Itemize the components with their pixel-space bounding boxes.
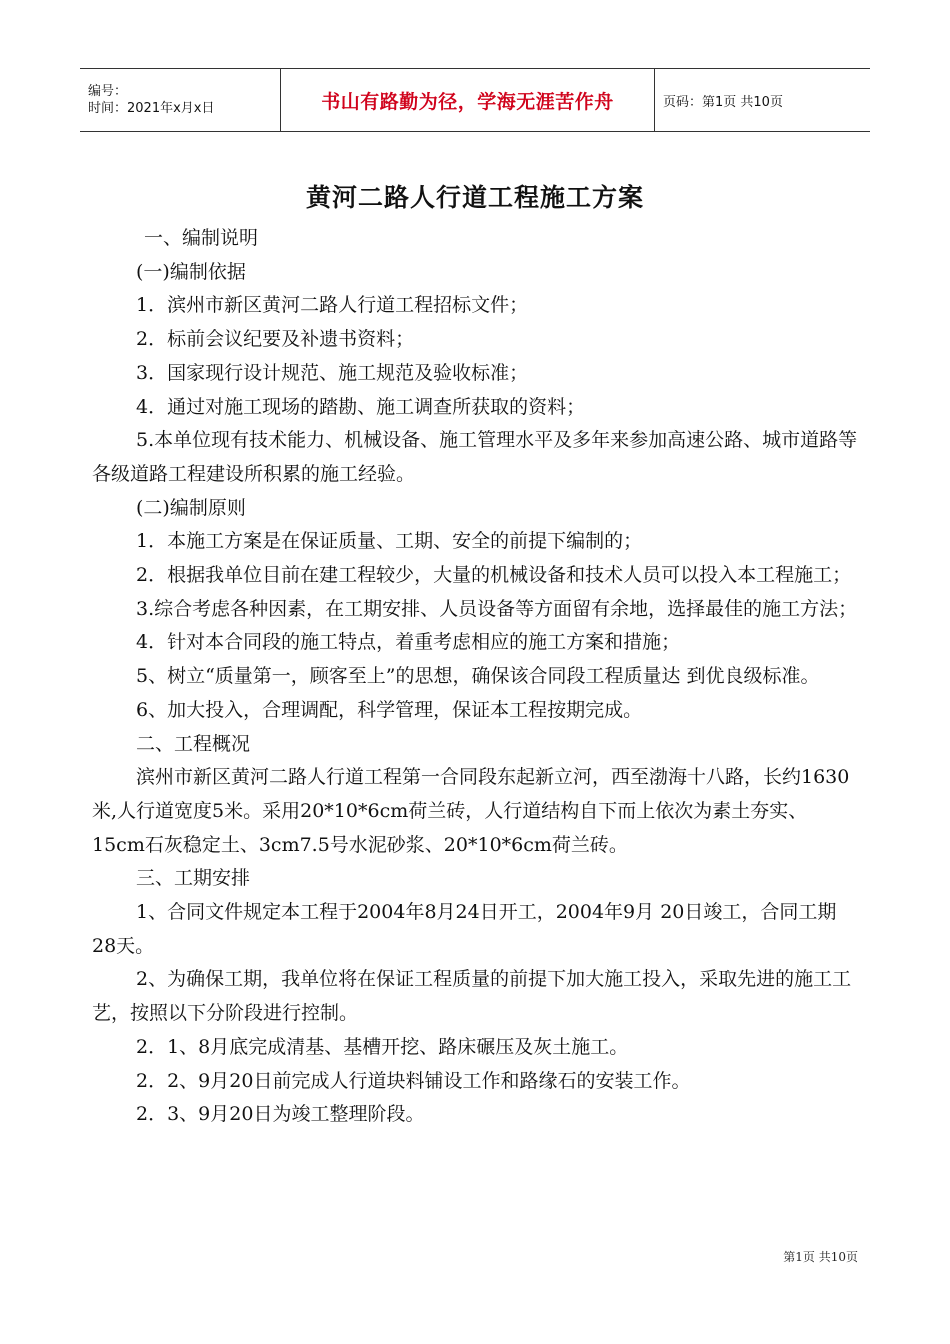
time-label: 时间：2021年x月x日	[88, 101, 215, 116]
paragraph: 3.综合考虑各种因素，在工期安排、人员设备等方面留有余地，选择最佳的施工方法；	[136, 597, 858, 620]
paragraph: 2．标前会议纪要及补遗书资料；	[136, 328, 415, 351]
paragraph: 2．3、9月20日为竣工整理阶段。	[136, 1103, 425, 1126]
header-page-info: 页码：第1页 共10页	[663, 94, 783, 110]
paragraph: 2．根据我单位目前在建工程较少，大量的机械设备和技术人员可以投入本工程施工；	[136, 564, 852, 587]
paragraph: 滨州市新区黄河二路人行道工程第一合同段东起新立河，西至渤海十八路，长约1630米,人行道宽度5米。采用20*10*6cm荷兰砖，人行道结构自下而上依次为素土夯实、15cm石灰稳定土、3cm7.5号水泥砂浆、20*10*6cm荷兰砖。	[92, 766, 850, 856]
subsection-heading: (一)编制依据	[136, 260, 246, 283]
number-label: 编号：	[88, 84, 128, 99]
paragraph: 1、合同文件规定本工程于2004年8月24日开工，2004年9月 20日竣工，合同工期28天。	[92, 901, 837, 957]
section-heading: 二、工程概况	[136, 732, 251, 755]
subsection-heading: (二)编制原则	[136, 496, 246, 519]
paragraph: 4．通过对施工现场的踏勘、施工调查所获取的资料；	[136, 395, 586, 418]
page-header	[80, 68, 870, 132]
section-heading: 一、编制说明	[144, 227, 259, 249]
paragraph: 5.本单位现有技术能力、机械设备、施工管理水平及多年来参加高速公路、城市道路等各级道路工程建设所积累的施工经验。	[92, 429, 858, 485]
header-meta	[80, 69, 280, 131]
paragraph: 4．针对本合同段的施工特点，着重考虑相应的施工方案和措施；	[136, 631, 681, 654]
page-footer: 第1页 共10页	[783, 1250, 858, 1264]
paragraph: 3．国家现行设计规范、施工规范及验收标准；	[136, 361, 529, 384]
paragraph: 2．2、9月20日前完成人行道块料铺设工作和路缘石的安装工作。	[136, 1069, 691, 1092]
paragraph: 2、为确保工期，我单位将在保证工程质量的前提下加大施工投入，采取先进的施工工艺，按照以下分阶段进行控制。	[92, 968, 852, 1025]
header-motto: 书山有路勤为径，学海无涯苦作舟	[280, 69, 655, 131]
document-body	[92, 222, 860, 1132]
document-title: 黄河二路人行道工程施工方案	[305, 183, 644, 212]
paragraph: 1．滨州市新区黄河二路人行道工程招标文件；	[136, 294, 529, 317]
paragraph: 2．1、8月底完成清基、基槽开挖、路床碾压及灰土施工。	[136, 1035, 629, 1058]
paragraph: 1．本施工方案是在保证质量、工期、安全的前提下编制的；	[136, 530, 643, 553]
paragraph: 6、加大投入，合理调配，科学管理，保证本工程按期完成。	[136, 698, 643, 721]
paragraph: 5、树立“质量第一，顾客至上”的思想，确保该合同段工程质量达 到优良级标准。	[136, 665, 820, 688]
section-heading: 三、工期安排	[136, 867, 251, 890]
